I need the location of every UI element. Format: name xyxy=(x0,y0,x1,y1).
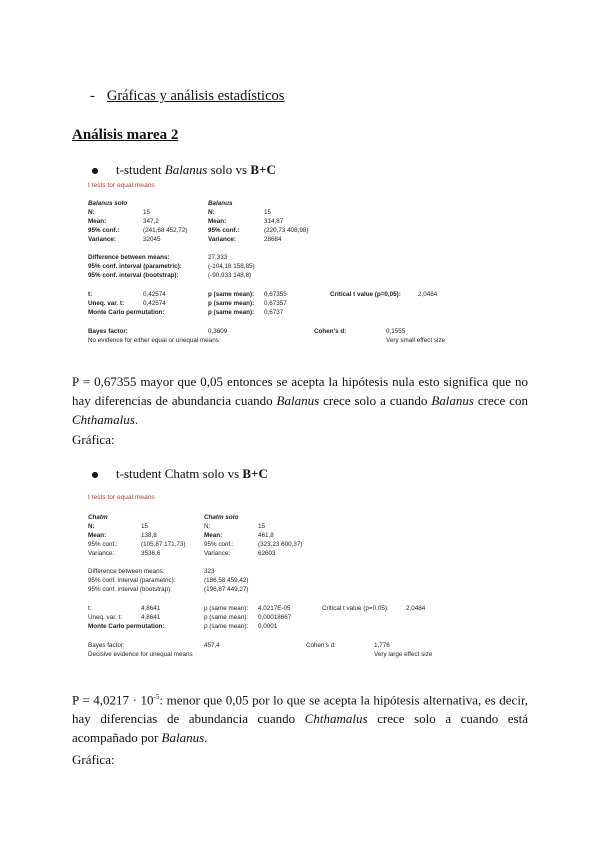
bf-note: Decisive evidence for unequal means xyxy=(88,651,193,658)
crit-value: 2,0484 xyxy=(418,291,438,298)
section-heading xyxy=(90,88,284,105)
bf-label: Bayes factor: xyxy=(88,642,125,649)
grafica-label-2: Gráfica: xyxy=(72,752,115,767)
ci-value-1: (241,68 452,72) xyxy=(143,227,188,234)
variance-label: Variance: xyxy=(88,550,115,557)
heading-dash: - xyxy=(90,88,95,104)
panel-title: t tests for equal means xyxy=(88,494,155,501)
variance-value-1: 3536,6 xyxy=(141,550,161,557)
cip-label: 95% conf. interval (parametric): xyxy=(88,263,182,270)
cd-label: Cohen's d: xyxy=(314,328,347,335)
cip-value: (-104,18 158,85) xyxy=(208,263,255,270)
p2-value: 0,67357 xyxy=(264,300,287,307)
n-label: N: xyxy=(88,209,95,216)
variance-value-1: 32045 xyxy=(143,236,161,243)
bullet-icon xyxy=(92,472,98,478)
bf-value: 457,4 xyxy=(204,642,220,649)
p1-value: 4,0217E-05 xyxy=(258,605,291,612)
bullet-icon xyxy=(92,168,98,174)
bullet-bold: B+C xyxy=(250,162,276,177)
ci-label: 95% conf.: xyxy=(88,541,118,548)
n-value-1: 15 xyxy=(141,523,149,530)
cd-note: Very small effect size xyxy=(386,337,446,344)
diff-value: 323 xyxy=(204,568,215,575)
n-label-2: N: xyxy=(208,209,215,216)
p1-label: p (same mean): xyxy=(204,605,249,612)
diff-value: 27,333 xyxy=(208,254,228,261)
variance-value-2: 28684 xyxy=(264,236,282,243)
p3-value: 0,6737 xyxy=(264,309,284,316)
cd-note: Very large effect size xyxy=(374,651,433,658)
p3-label: p (same mean): xyxy=(204,623,249,630)
n-value-2: 15 xyxy=(264,209,272,216)
mean-label-2: Mean: xyxy=(204,532,223,539)
t-label: t: xyxy=(88,291,93,298)
variance-value-2: 62603 xyxy=(258,550,276,557)
t-label: t: xyxy=(88,605,92,612)
mc-label: Monte Carlo permutation: xyxy=(88,623,165,630)
grafica-label-1: Gráfica: xyxy=(72,432,115,447)
bullet-chatm xyxy=(92,466,268,482)
bullet-text: t-student xyxy=(116,162,165,177)
tu-label: Uneq. var. t: xyxy=(88,300,125,307)
cib-value: (196,87 449,27) xyxy=(204,586,249,593)
ci-value-2: (323,23 600,37) xyxy=(258,541,303,548)
variance-label-2: Variance: xyxy=(208,236,237,243)
bf-note: No evidence for either equal or unequal means xyxy=(88,337,219,344)
ci-label-2: 95% conf.: xyxy=(204,541,234,548)
ttest-panel-balanus xyxy=(88,182,488,352)
p2-label: p (same mean): xyxy=(204,614,249,621)
col2-header: Balanus xyxy=(208,200,233,207)
bf-value: 0,3609 xyxy=(208,328,228,335)
mean-value-1: 347,2 xyxy=(143,218,159,225)
panel-title: t tests for equal means xyxy=(88,182,155,189)
ci-label-2: 95% conf.: xyxy=(208,227,240,234)
n-value-1: 15 xyxy=(143,209,151,216)
cd-value: 0,1555 xyxy=(386,328,406,335)
bullet-balanus xyxy=(92,162,276,178)
tu-value: 0,42574 xyxy=(143,300,166,307)
mean-value-2: 314,87 xyxy=(264,218,284,225)
ci-label: 95% conf.: xyxy=(88,227,120,234)
bullet-italic: Balanus xyxy=(164,162,208,177)
cd-value: 1,776 xyxy=(374,642,390,649)
p1-value: 0,67355 xyxy=(264,291,287,298)
crit-label: Critical t value (p=0,05): xyxy=(322,605,389,612)
cib-label: 95% conf. interval (bootstrap): xyxy=(88,586,172,593)
cib-value: (-90,933 148,8) xyxy=(208,272,252,279)
ci-value-2: (220,73 408,98) xyxy=(264,227,309,234)
p2-label: p (same mean): xyxy=(208,300,255,307)
paragraph-result-1: P = 0,67355 mayor que 0,05 entonces se acepta la hipótesis nula esto significa que no hay diferencias de abundancia cuando Balanus crece solo a cuando Balanus crece con Chthamalus. xyxy=(72,374,529,427)
cip-label: 95% conf. interval (parametric): xyxy=(88,577,176,584)
p3-value: 0,0001 xyxy=(258,623,278,630)
heading-text: Gráficas y análisis estadísticos xyxy=(106,88,285,104)
p2-value: 0,00018667 xyxy=(258,614,292,621)
mean-value-2: 461,8 xyxy=(258,532,274,539)
t-value: 0,42574 xyxy=(143,291,166,298)
cip-value: (186,58 459,42) xyxy=(204,577,249,584)
t-value: 4,8641 xyxy=(141,605,161,612)
bullet-text-mid: solo vs xyxy=(207,162,251,177)
diff-label: Difference between means: xyxy=(88,254,170,261)
mean-label: Mean: xyxy=(88,218,107,225)
tu-value: 4,8641 xyxy=(141,614,161,621)
p3-label: p (same mean): xyxy=(208,309,255,316)
col1-header: Chatm xyxy=(88,514,108,521)
bullet-text: t-student Chatm solo vs xyxy=(116,466,243,481)
cd-label: Cohen's d: xyxy=(306,642,336,649)
ttest-panel-chatm xyxy=(88,494,488,664)
crit-label: Critical t value (p=0,05): xyxy=(330,291,401,298)
crit-value: 2,0484 xyxy=(406,605,426,612)
variance-label-2: Variance: xyxy=(204,550,231,557)
n-label: N: xyxy=(88,523,95,530)
p1-label: p (same mean): xyxy=(208,291,255,298)
ci-value-1: (105,87 171,73) xyxy=(141,541,186,548)
diff-label: Difference between means: xyxy=(88,568,165,575)
n-label-2: N: xyxy=(204,523,211,530)
mc-label: Monte Carlo permutation: xyxy=(88,309,165,316)
bf-label: Bayes factor: xyxy=(88,328,128,335)
cib-label: 95% conf. interval (bootstrap): xyxy=(88,272,179,279)
mean-label-2: Mean: xyxy=(208,218,227,225)
bullet-bold: B+C xyxy=(242,466,268,481)
tu-label: Uneq. var. t: xyxy=(88,614,122,621)
variance-label: Variance: xyxy=(88,236,117,243)
mean-label: Mean: xyxy=(88,532,107,539)
paragraph-result-2: $P = 4,0217 \cdot 10^{-5}$: menor que 0,05 por lo que se acepta la hipótesis alternativa, es decir, hay diferencias de abundancia cuando Chthamalus crece solo a cuando está acompañado por Balanus. xyxy=(72,692,528,746)
col1-header: Balanus solo xyxy=(88,200,128,207)
n-value-2: 15 xyxy=(258,523,266,530)
mean-value-1: 138,8 xyxy=(141,532,157,539)
section-title: Análisis marea 2 xyxy=(72,127,179,143)
col2-header: Chatm solo xyxy=(204,514,239,521)
